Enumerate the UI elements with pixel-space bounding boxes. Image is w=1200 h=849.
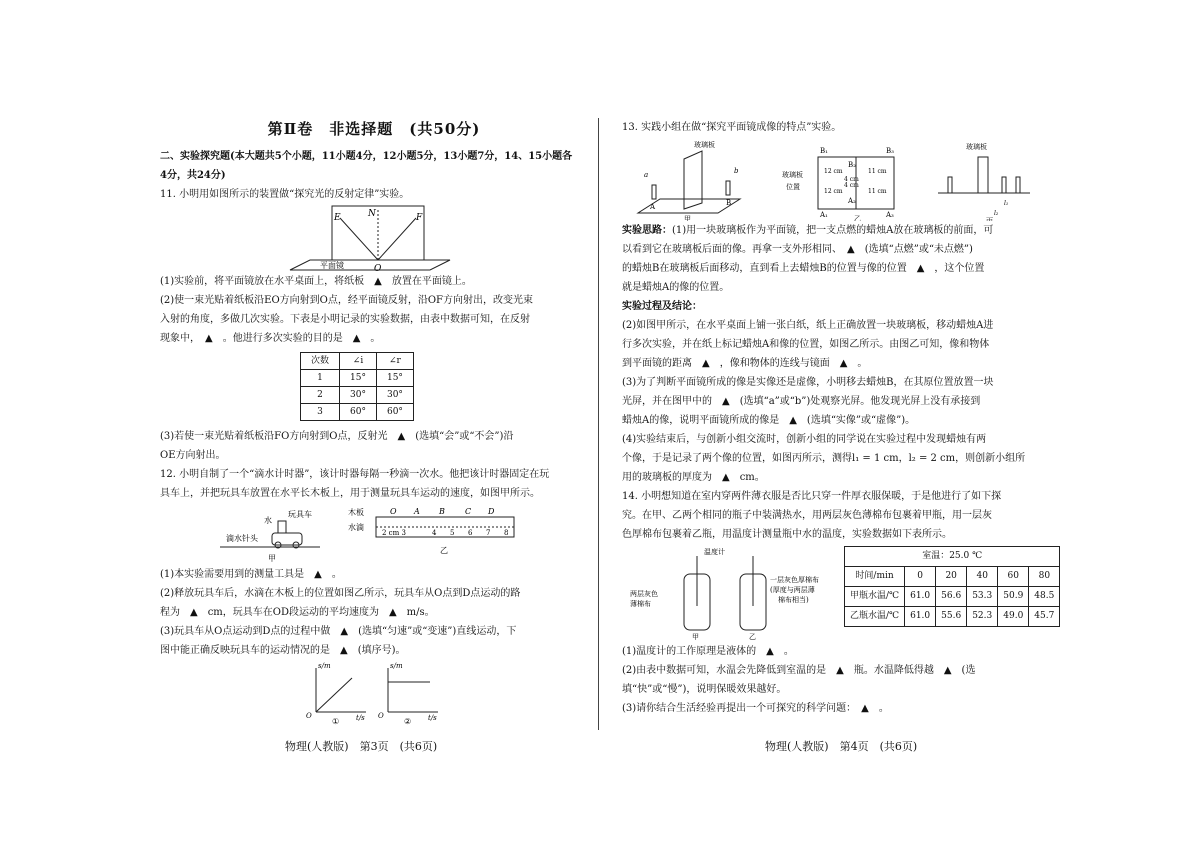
tick: 7 (486, 529, 491, 537)
table-header: 60 (998, 567, 1029, 587)
table-header: 40 (967, 567, 998, 587)
q14-stem-line1: 14. 小明想知道在室内穿两件薄衣服是否比只穿一件厚衣服保暖，于是他进行了如下探 (622, 491, 1002, 502)
q14-part1: (1)温度计的工作原理是液体的 ▲ 。 (622, 646, 794, 657)
section-title: 第Ⅱ卷 非选择题 (共50分) (267, 120, 481, 138)
mirror-image-diagram (622, 137, 1062, 221)
q12-figure (160, 503, 588, 565)
q13-idea-line3: 的蜡烛B在玻璃板后面移动，直到看上去蜡烛B的位置与像的位置 ▲ ，这个位置 (622, 263, 985, 274)
label-l2: l₂ (994, 210, 999, 217)
label-o: O (374, 264, 382, 272)
table-header: 时间/min (845, 567, 905, 587)
q11-part3-line1: (3)若使一束光贴着纸板沿FO方向射到O点，反射光 ▲ (选填“会”或“不会”)沿 (160, 431, 514, 442)
q13-part3-line2: 光屏，并在图甲中的 ▲ (选填“a”或“b”)处观察光屏。他发现光屏上没有承接到 (622, 396, 981, 407)
table-cell: 30° (340, 387, 377, 404)
point-a: A (414, 507, 420, 516)
table-cell: 30° (376, 387, 413, 404)
drip-timer-diagram (160, 503, 588, 565)
label-b: b (734, 167, 739, 175)
row-label: 乙瓶水温/℃ (845, 607, 905, 627)
fig-bing-glass: 玻璃板 (966, 143, 987, 151)
table-cell: 55.6 (936, 607, 967, 627)
table-cell: 60° (340, 404, 377, 421)
table-header: 0 (905, 567, 936, 587)
table-header: ∠r (376, 353, 413, 370)
dist-11b: 11 cm (868, 188, 887, 195)
dist-12a: 12 cm (824, 168, 843, 175)
row-label: 甲瓶水温/℃ (845, 587, 905, 607)
q14-stem-line2: 究。在甲、乙两个相同的瓶子中装满热水，用两层灰色薄棉布包裹着甲瓶，用一层灰 (622, 510, 992, 521)
tick: 4 (432, 529, 437, 537)
label-b3: B₃ (886, 147, 894, 155)
label-f: F (416, 213, 423, 223)
drop-points (390, 507, 495, 516)
point-c: C (465, 507, 472, 516)
q14-stem-line3: 色厚棉布包裹着乙瓶，用温度计测量瓶中水的温度，实验数据如下表所示。 (622, 529, 952, 540)
table-cell: 50.9 (998, 587, 1029, 607)
q13-part3-line1: (3)为了判断平面镜所成的像是实像还是虚像，小明移去蜡烛B，在其原位置放置一块 (622, 377, 994, 388)
label-dripper: 滴水针头 (226, 534, 258, 543)
label-one-layer-2: (厚度与两层薄 (770, 586, 815, 594)
dist-4b: 4 cm (844, 182, 859, 189)
idea-label: 实验思路： (622, 225, 672, 236)
graph1-y-label: s/m (318, 662, 331, 670)
graph2-number: ② (404, 717, 412, 726)
motion-graphs (160, 660, 588, 726)
label-thermometer: 温度计 (704, 548, 725, 556)
table-cell: 3 (301, 404, 340, 421)
question-13 (622, 118, 1062, 487)
q13-idea-line4: 就是蜡烛A的像的位置。 (622, 282, 730, 293)
table-row (845, 587, 1060, 607)
label-one-layer-3: 棉布相当) (778, 596, 809, 604)
q12-part3-line1: (3)玩具车从O点运动到D点的过程中做 ▲ (选填“匀速”或“变速”)直线运动，下 (160, 626, 517, 637)
fig-jia: 甲 (684, 215, 691, 221)
graph2-origin: O (378, 712, 384, 720)
table-cell: 2 (301, 387, 340, 404)
q14-part2-line2: 填“快”或“慢”)，说明保暖效果越好。 (622, 684, 787, 695)
q12-graphs (160, 660, 588, 726)
q11-part2-line1: (2)使一束光贴着纸板沿EO方向射到O点，经平面镜反射，沿OF方向射出，改变光束 (160, 295, 533, 306)
label-b1: B₁ (820, 147, 828, 155)
q14-part3: (3)请你结合生活经验再提出一个可探究的科学问题： ▲ 。 (622, 703, 889, 714)
q11-part1: (1)实验前，将平面镜放在水平桌面上，将纸板 ▲ 放置在平面镜上。 (160, 276, 472, 287)
table-cell: 45.7 (1029, 607, 1060, 627)
q13-part3-line3: 蜡烛A的像，说明平面镜所成的像是 ▲ (选填“实像”或“虚像”)。 (622, 415, 916, 426)
label-candle-a: A (650, 203, 656, 211)
table-cell: 1 (301, 370, 340, 387)
table-header: 80 (1029, 567, 1060, 587)
point-o: O (390, 507, 397, 516)
q13-stem: 13. 实践小组在做“探究平面镜成像的特点”实验。 (622, 122, 842, 133)
label-car: 玩具车 (288, 510, 312, 519)
graph1-x-label: t/s (356, 714, 365, 722)
right-column (622, 118, 1062, 718)
dist-12b: 12 cm (824, 188, 843, 195)
table-cell: 61.0 (905, 587, 936, 607)
reflection-diagram (160, 204, 588, 272)
q12-stem-line1: 12. 小明自制了一个“滴水计时器”，该计时器每隔一秒滴一次水。他把该计时器固定在玩 (160, 469, 550, 480)
section-heading-2: 4分，共24分) (160, 170, 226, 181)
label-n: N (368, 209, 376, 219)
bottle-diagram (622, 546, 844, 640)
table-header: ∠i (340, 353, 377, 370)
fig-yi-glass: 玻璃板 (782, 171, 803, 179)
q11-figure (160, 204, 588, 272)
label-two-layer-2: 薄棉布 (630, 600, 651, 608)
q13-part4-line3: 用的玻璃板的厚度为 ▲ cm。 (622, 472, 765, 483)
graph1-origin: O (306, 712, 312, 720)
q11-data-table (300, 352, 414, 421)
tick: 8 (504, 529, 509, 537)
q13-part4-line1: (4)实验结束后，与创新小组交流时，创新小组的同学说在实验过程中发现蜡烛有两 (622, 434, 987, 445)
q12-part3-line2: 图中能正确反映玩具车的运动情况的是 ▲ (填序号)。 (160, 645, 406, 656)
label-a: a (644, 171, 649, 179)
label-e: E (334, 213, 341, 223)
page-footer-right: 物理(人教版) 第4页 (共6页) (765, 740, 918, 753)
dist-4a: 4 cm (844, 176, 859, 183)
question-11 (160, 185, 588, 465)
q13-part4-line2: 个像，于是记录了两个像的位置，如图丙所示，测得l₁ = 1 cm，l₂ = 2 cm，则创新小组所 (622, 453, 1026, 464)
q11-stem: 11. 小明用如图所示的装置做“探究光的反射定律”实验。 (160, 189, 410, 200)
fig-jia-glass: 玻璃板 (694, 141, 715, 149)
label-board: 木板 (348, 508, 364, 517)
graph2-y-label: s/m (390, 662, 403, 670)
q13-idea-line2: 以看到它在玻璃板后面的像。再拿一支外形相同、 ▲ (选填“点燃”或“未点燃”) (622, 244, 973, 255)
question-12 (160, 465, 588, 726)
left-column (160, 118, 588, 726)
label-b2: B₂ (848, 161, 856, 169)
table-cell: 15° (376, 370, 413, 387)
label-yi: 乙 (440, 546, 448, 555)
q13-figure (622, 137, 1062, 221)
ruler-ticks (432, 529, 508, 537)
q14-part2-line1: (2)由表中数据可知，水温会先降低到室温的是 ▲ 瓶。水温降低得越 ▲ (选 (622, 665, 976, 676)
label-bottle-yi: 乙 (749, 633, 756, 640)
label-mirror: 平面镜 (320, 261, 344, 270)
label-one-layer: 一层灰色厚棉布 (770, 576, 819, 584)
label-a2: A₂ (848, 197, 856, 205)
table-header: 次数 (301, 353, 340, 370)
table-cell: 56.6 (936, 587, 967, 607)
table-cell: 48.5 (1029, 587, 1060, 607)
table-cell: 60° (376, 404, 413, 421)
q14-figure (622, 546, 1062, 642)
q13-part2-line2: 行多次实验，并在纸上标记蜡烛A和像的位置，如图乙所示。由图乙可知，像和物体 (622, 339, 990, 350)
table-cell: 53.3 (967, 587, 998, 607)
label-two-layer: 两层灰色 (630, 590, 658, 598)
point-b: B (439, 507, 445, 516)
point-d: D (488, 507, 495, 516)
page-divider (598, 118, 599, 730)
q13-part2-line1: (2)如图甲所示，在水平桌面上铺一张白纸，纸上正确放置一块玻璃板，移动蜡烛A进 (622, 320, 994, 331)
q11-part2-line3: 现象中， ▲ 。他进行多次实验的目的是 ▲ 。 (160, 333, 381, 344)
label-a3: A₃ (886, 211, 894, 219)
q13-part2-line3: 到平面镜的距离 ▲ ，像和物体的连线与镜面 ▲ 。 (622, 358, 868, 369)
table-cell: 61.0 (905, 607, 936, 627)
page-footer-left: 物理(人教版) 第3页 (共6页) (285, 740, 438, 753)
q12-part2-line1: (2)释放玩具车后，水滴在木板上的位置如图乙所示，玩具车从O点到D点运动的路 (160, 588, 521, 599)
fig-bing: 丙 (986, 217, 993, 221)
table-header: 20 (936, 567, 967, 587)
label-candle-b: B (726, 199, 732, 207)
q12-part2-line2: 程为 ▲ cm，玩具车在OD段运动的平均速度为 ▲ m/s。 (160, 607, 435, 618)
room-temperature: 室温：25.0 ℃ (845, 547, 1060, 567)
label-water: 水 (264, 516, 272, 525)
label-a1: A₁ (820, 211, 828, 219)
right-page (600, 0, 1200, 849)
q11-part3-line2: OE方向射出。 (160, 450, 226, 461)
q13-idea-line1: (1)用一块玻璃板作为平面镜，把一支点燃的蜡烛A放在玻璃板的前面，可 (672, 225, 994, 236)
question-14 (622, 487, 1062, 718)
section-heading: 二、实验探究题(本大题共5个小题，11小题4分，12小题5分，13小题7分，14、15小题各 (160, 151, 573, 162)
label-l1: l₁ (1004, 200, 1009, 207)
fig-yi-pos: 位置 (786, 183, 800, 191)
tick: 6 (468, 529, 473, 537)
label-bottle-jia: 甲 (692, 633, 699, 640)
label-jia: 甲 (268, 554, 276, 563)
label-drop: 水滴 (348, 523, 364, 532)
q12-stem-line2: 具车上，并把玩具车放置在水平长木板上，用于测量玩具车运动的速度，如图甲所示。 (160, 488, 540, 499)
dist-11a: 11 cm (868, 168, 887, 175)
q12-part1: (1)本实验需要用到的测量工具是 ▲ 。 (160, 569, 342, 580)
label-cm: 2 cm 3 (382, 529, 406, 537)
fig-yi: 乙 (854, 215, 861, 221)
table-cell: 52.3 (967, 607, 998, 627)
table-row (845, 607, 1060, 627)
table-cell: 49.0 (998, 607, 1029, 627)
q11-part2-line2: 入射的角度，多做几次实验。下表是小明记录的实验数据，由表中数据可知，在反射 (160, 314, 530, 325)
graph2-x-label: t/s (428, 714, 437, 722)
temperature-table (844, 546, 1060, 627)
process-label: 实验过程及结论： (622, 301, 702, 312)
graph1-number: ① (332, 717, 340, 726)
tick: 5 (450, 529, 455, 537)
table-cell: 15° (340, 370, 377, 387)
